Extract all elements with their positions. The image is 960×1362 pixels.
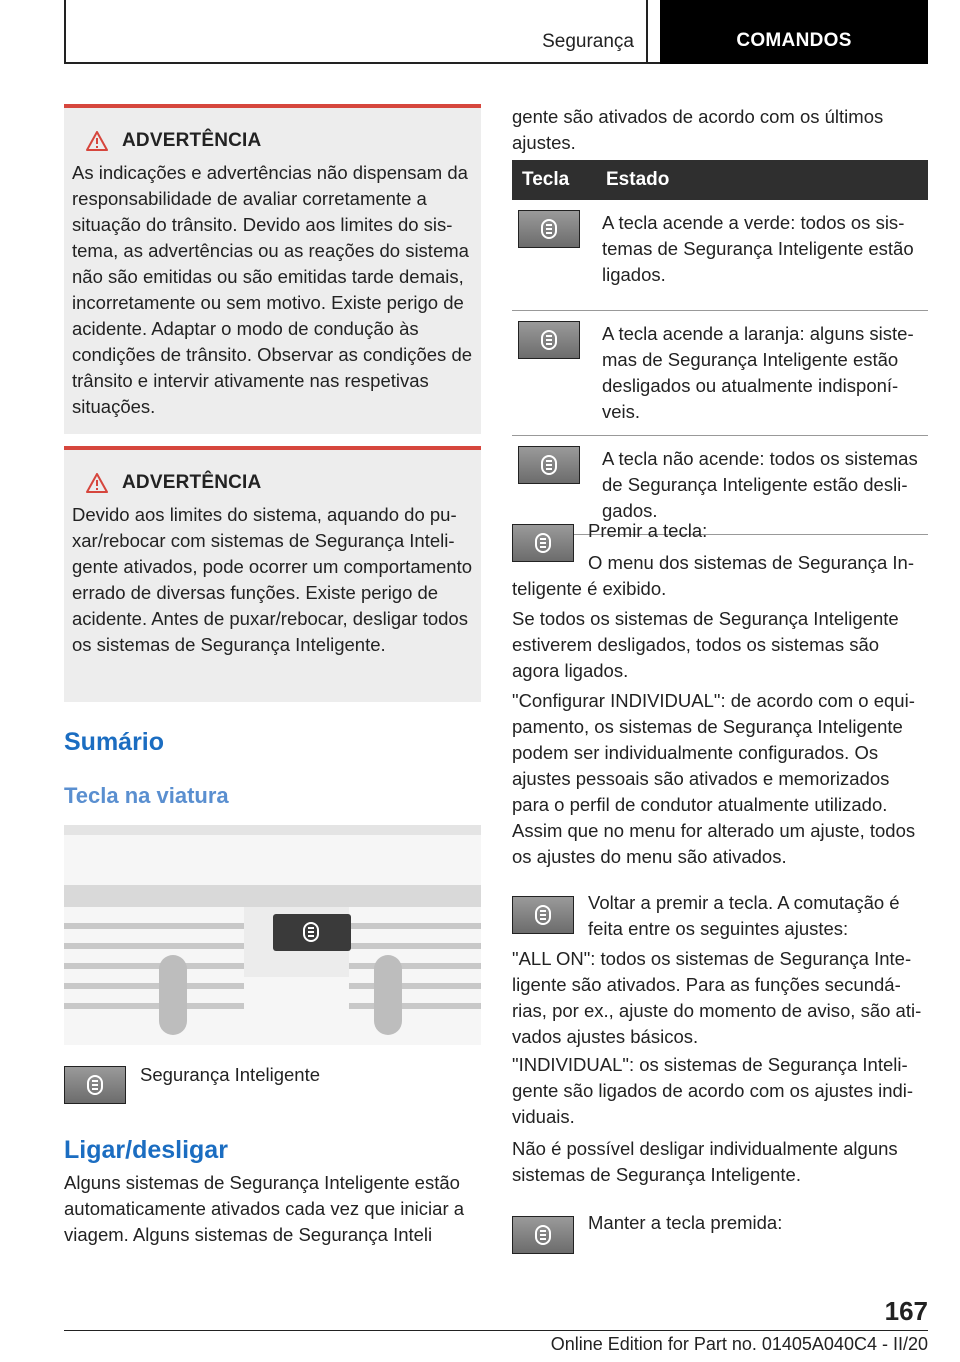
- warning-box-1: [64, 104, 481, 434]
- safety-key-icon: [512, 1216, 574, 1254]
- paragraph: "INDIVIDUAL": os sistemas de Segurança Inteligente são ligados de acordo com os ajustes individuais.: [512, 1054, 914, 1127]
- paragraph: "ALL ON": todos os sistemas de Segurança Inteligente são ativados. Para as funções secundárias, por ex., ajuste do momento de aviso, são ativados ajustes básicos.: [512, 948, 922, 1047]
- footer-rule: [64, 1330, 928, 1331]
- warning-box-2: [64, 446, 481, 702]
- warning-text: Devido aos limites do sistema, aquando do puxar/rebocar com sistemas de Segurança Inteligente ativados, pode ocorrer um comportamento errado de diversas funções. Existe perigo de acidente. Antes de puxar/rebocar, desligar todos os sistemas de Segurança Inteligente.: [72, 504, 473, 655]
- warning-triangle-icon: [86, 131, 108, 151]
- paragraph: Se todos os sistemas de Segurança Inteligente estiverem desligados, todos os sistemas são agora ligados.: [512, 608, 899, 681]
- paragraph: "Configurar INDIVIDUAL": de acordo com o equipamento, os sistemas de Segurança Inteligente podem ser individualmente configurados. Os ajustes pessoais são ativados e memorizados para o perfil de condutor atualmente utilizado. Assim que no menu for alterado um ajuste, todos os ajustes do menu são ativados.: [512, 690, 916, 867]
- warning-title: ADVERTÊNCIA: [122, 130, 262, 151]
- summary-heading: Sumário: [64, 728, 165, 756]
- paragraph: Não é possível desligar individualmente alguns sistemas de Segurança Inteligente.: [512, 1138, 898, 1185]
- safety-key-off-icon: [518, 446, 580, 484]
- press-label: Premir a tecla:: [588, 520, 708, 541]
- safety-key-green-icon: [518, 210, 580, 248]
- press-text: O menu dos sistemas de Segurança Inteligente é exibido.: [512, 552, 914, 599]
- safety-key-icon: [512, 896, 574, 934]
- table-row: [512, 200, 928, 311]
- table-header: Estado: [596, 160, 928, 200]
- safety-key-orange-icon: [518, 321, 580, 359]
- table-cell: A tecla acende a verde: todos os sistemas de Segurança Inteligente estão ligados.: [596, 200, 928, 311]
- table-cell: A tecla não acende: todos os sistemas de Segurança Inteligente estão desligados.: [596, 436, 928, 535]
- status-table: [512, 160, 928, 535]
- key-caption: Segurança Inteligente: [140, 1064, 320, 1085]
- warning-text: As indicações e advertências não dispensam da responsabilidade de avaliar corretamente a situação do trânsito. Devido aos limites do sistema, as advertências ou as reações do sistema não são emitidas ou são emitidas tarde demais, incorretamente ou sem motivo. Existe perigo de acidente. Adaptar o modo de condução às condições de trânsito. Observar as condições de trânsito e intervir ativamente nas respetivas situações.: [72, 162, 473, 417]
- warning-triangle-icon: [86, 473, 108, 493]
- table-cell: A tecla acende a laranja: alguns sistemas de Segurança Inteligente estão desligados ou atualmente indisponíveis.: [596, 311, 928, 436]
- header-divider-right: [646, 0, 648, 64]
- onoff-text: Alguns sistemas de Segurança Inteligente estão automaticamente ativados cada vez que iniciar a viagem. Alguns sistemas de Segurança Inteli: [64, 1172, 465, 1245]
- press-again-text: Voltar a premir a tecla. A comutação é feita entre os seguintes ajustes:: [588, 892, 900, 939]
- hold-text: Manter a tecla premida:: [588, 1212, 783, 1233]
- onoff-heading: Ligar/desligar: [64, 1136, 228, 1164]
- vehicle-button-image: [64, 825, 481, 1045]
- table-header: Tecla: [512, 160, 596, 200]
- edition-text: Online Edition for Part no. 01405A040C4 - II/20: [550, 1334, 928, 1354]
- header-chapter: COMANDOS: [660, 0, 928, 64]
- header-section: Segurança: [542, 31, 634, 52]
- table-row: [512, 311, 928, 436]
- key-heading: Tecla na viatura: [64, 783, 229, 808]
- intro-text: gente são ativados de acordo com os últimos ajustes.: [512, 106, 884, 153]
- warning-title: ADVERTÊNCIA: [122, 472, 262, 493]
- safety-key-icon: [64, 1066, 126, 1104]
- page-number: 167: [884, 1296, 928, 1326]
